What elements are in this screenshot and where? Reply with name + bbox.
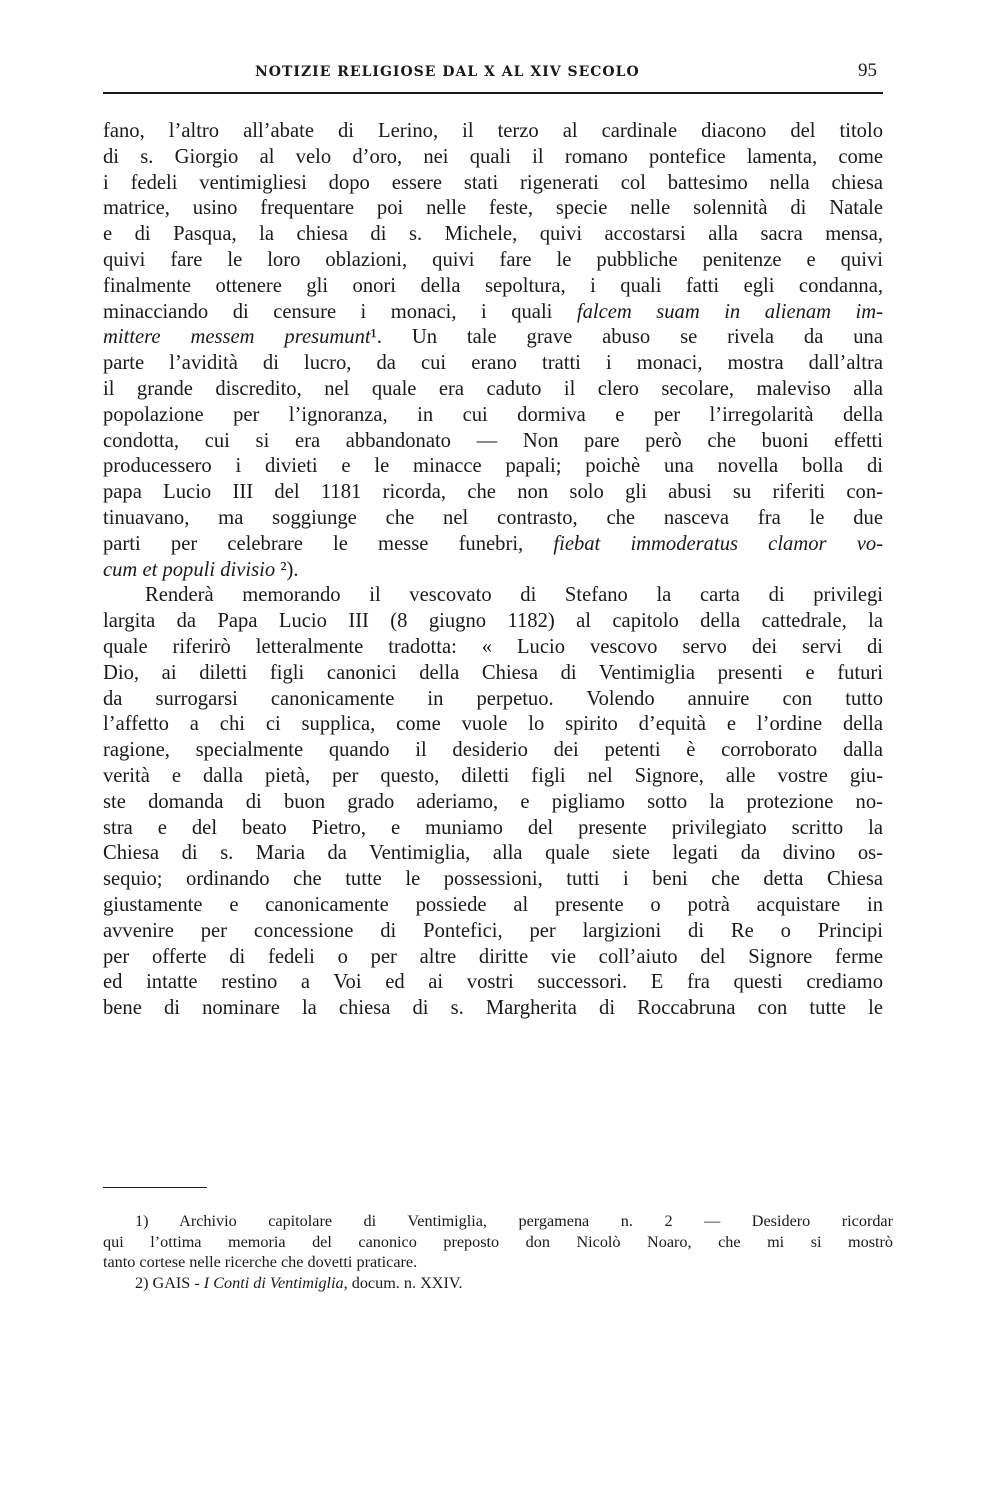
text-line: ed intatte restino a Voi ed ai vostri successori. E fra questi crediamo	[103, 971, 883, 994]
page-number: 95	[858, 60, 877, 81]
footnote-2: 2) GAIS - I Conti di Ventimiglia, docum. n. XXIV.	[135, 1273, 463, 1292]
text-line: di s. Giorgio al velo d’oro, nei quali il romano pontefice lamenta, come	[103, 145, 883, 168]
text-line: stra e del beato Pietro, e muniamo del presente privilegiato scritto la	[103, 816, 883, 839]
footnotes	[103, 1211, 893, 1293]
text-line: Chiesa di s. Maria da Ventimiglia, alla quale siete legati da divino os-	[103, 842, 883, 865]
text-line: per offerte di fedeli o per altre diritte vie coll’aiuto del Signore ferme	[103, 945, 883, 968]
text-line: mittere messem presumunt¹. Un tale grave abuso se rivela da una	[103, 326, 883, 349]
text-line: matrice, usino frequentare poi nelle feste, specie nelle solennità di Natale	[103, 197, 883, 220]
paragraph-start-line: Renderà memorando il vescovato di Stefano la carta di privilegi	[145, 584, 883, 607]
text-line: da surrogarsi canonicamente in perpetuo. Volendo annuire con tutto	[103, 687, 883, 710]
text-line: minacciando di censure i monaci, i quali falcem suam in alienam im-	[103, 300, 883, 323]
header-rule	[103, 92, 883, 94]
text-line: producessero i divieti e le minacce papali; poichè una novella bolla di	[103, 455, 883, 478]
text-line: l’affetto a chi ci supplica, come vuole lo spirito d’equità e l’ordine della	[103, 713, 883, 736]
text-line: giustamente e canonicamente possiede al presente o potrà acquistare in	[103, 893, 883, 916]
text-line: ste domanda di buon grado aderiamo, e pigliamo sotto la protezione no-	[103, 790, 883, 813]
text-line: parte l’avidità di lucro, da cui erano tratti i monaci, mostra dall’altra	[103, 352, 883, 375]
text-line: finalmente ottenere gli onori della sepoltura, i quali fatti egli condanna,	[103, 274, 883, 297]
text-line: Dio, ai diletti figli canonici della Chiesa di Ventimiglia presenti e futuri	[103, 661, 883, 684]
text-line: fano, l’altro all’abate di Lerino, il terzo al cardinale diacono del titolo	[103, 120, 883, 142]
main-text	[103, 119, 883, 1022]
footnote-1: 1) Archivio capitolare di Ventimiglia, pergamena n. 2 — Desidero ricordar	[135, 1212, 893, 1230]
page-header	[103, 60, 883, 90]
text-line: e di Pasqua, la chiesa di s. Michele, quivi accostarsi alla sacra mensa,	[103, 223, 883, 246]
text-line: tinuavano, ma soggiunge che nel contrasto, che nasceva fra le due	[103, 506, 883, 529]
footnote-line: qui l’ottima memoria del canonico preposto don Nicolò Noaro, che mi si mostrò	[103, 1232, 893, 1251]
footnote-rule	[103, 1187, 207, 1188]
text-line: papa Lucio III del 1181 ricorda, che non solo gli abusi su riferiti con-	[103, 481, 883, 504]
text-line: avvenire per concessione di Pontefici, per largizioni di Re o Principi	[103, 919, 883, 942]
text-line: popolazione per l’ignoranza, in cui dormiva e per l’irregolarità della	[103, 403, 883, 426]
running-title: NOTIZIE RELIGIOSE DAL X AL XIV SECOLO	[255, 64, 640, 80]
footnote-line: tanto cortese nelle ricerche che dovetti praticare.	[103, 1253, 418, 1271]
text-line: cum et populi divisio ²).	[103, 558, 299, 581]
text-line: bene di nominare la chiesa di s. Margherita di Roccabruna con tutte le	[103, 997, 883, 1020]
text-line: i fedeli ventimigliesi dopo essere stati rigenerati col battesimo nella chiesa	[103, 171, 883, 194]
text-line: verità e dalla pietà, per questo, diletti figli nel Signore, alle vostre giu-	[103, 764, 883, 787]
text-line: quale riferirò letteralmente tradotta: « Lucio vescovo servo dei servi di	[103, 635, 883, 658]
text-line: ragione, specialmente quando il desiderio dei petenti è corroborato dalla	[103, 739, 883, 762]
text-line: largita da Papa Lucio III (8 giugno 1182) al capitolo della cattedrale, la	[103, 610, 883, 633]
text-line: il grande discredito, nel quale era caduto il clero secolare, maleviso alla	[103, 377, 883, 400]
text-line: condotta, cui si era abbandonato — Non pare però che buoni effetti	[103, 429, 883, 452]
text-line: parti per celebrare le messe funebri, fiebat immoderatus clamor vo-	[103, 532, 883, 555]
text-line: quivi fare le loro oblazioni, quivi fare le pubbliche penitenze e quivi	[103, 248, 883, 271]
text-line: sequio; ordinando che tutte le possessioni, tutti i beni che detta Chiesa	[103, 868, 883, 891]
